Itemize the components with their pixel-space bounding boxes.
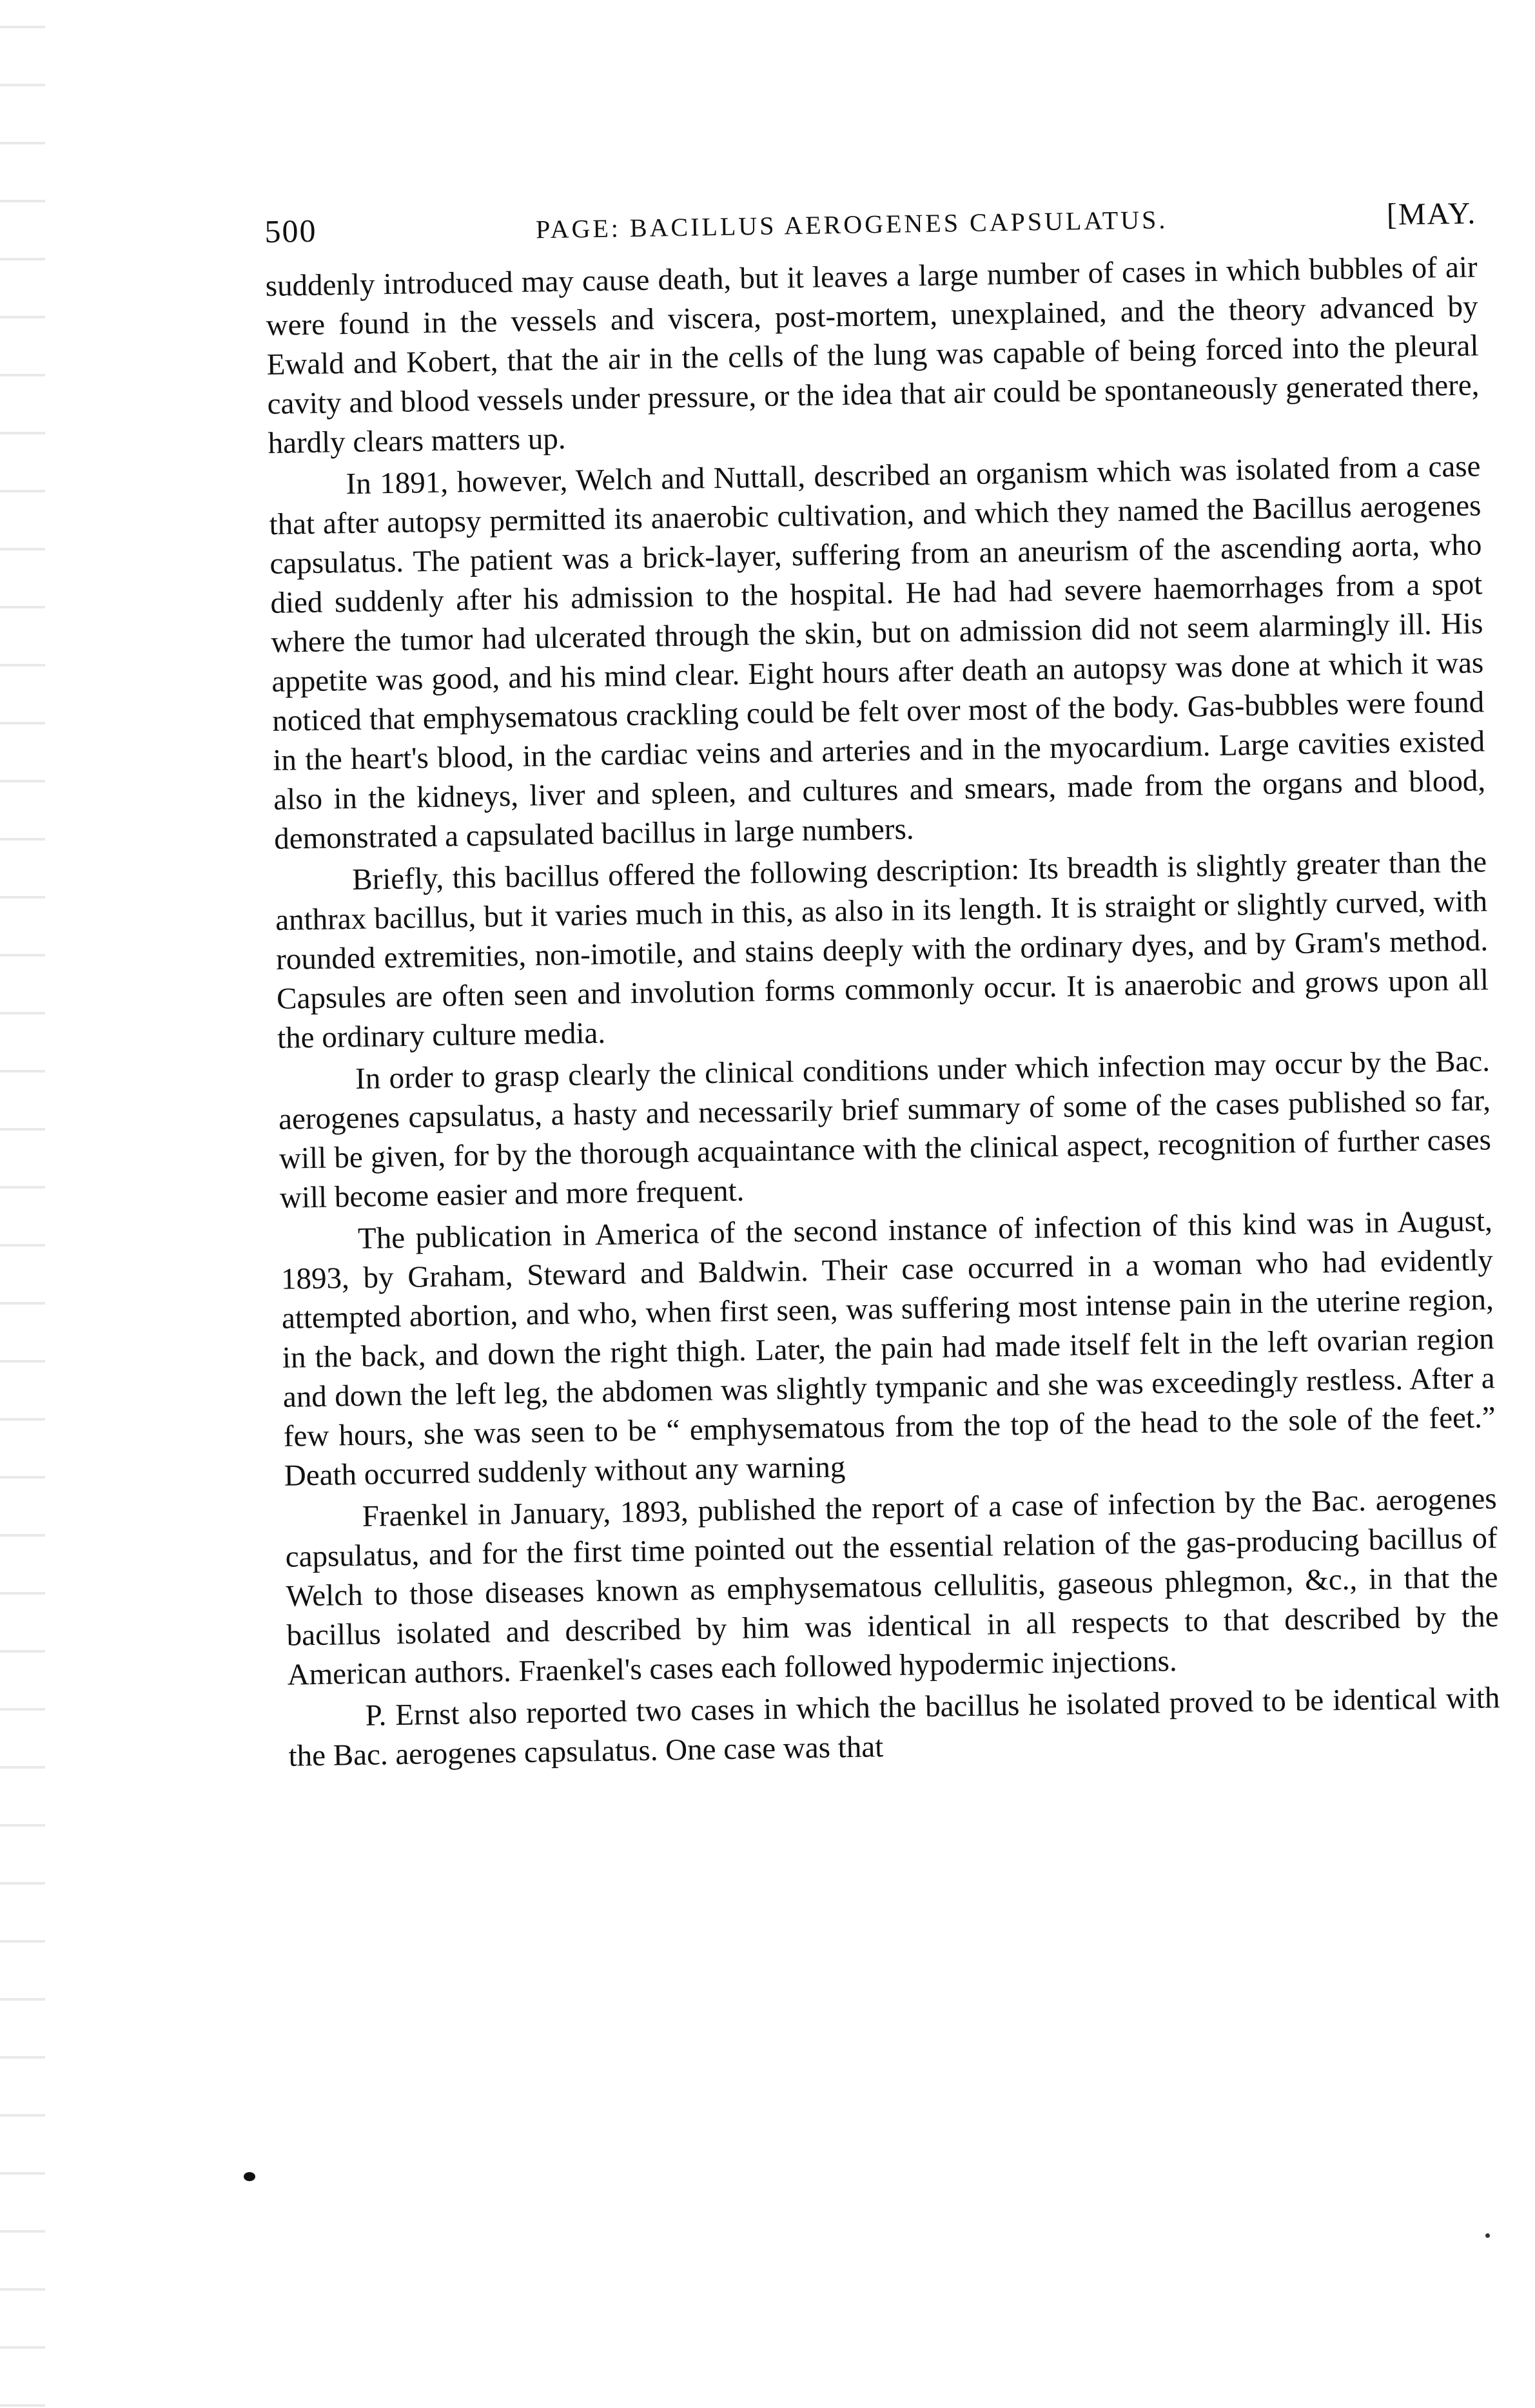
book-page	[264, 193, 1501, 1778]
running-date: [MAY.	[1386, 196, 1477, 232]
running-title: PAGE: BACILLUS AEROGENES CAPSULATUS.	[535, 204, 1168, 244]
ink-speck	[1485, 2233, 1490, 2238]
page-number: 500	[264, 212, 317, 249]
ink-blot	[244, 2172, 255, 2181]
scan-gutter-marks	[0, 0, 45, 2408]
paragraph-ernst: P. Ernst also reported two cases in which the bacillus he isolated proved to be identical with the Bac. aerogenes capsulatus. One case was that	[288, 1681, 1500, 1773]
paragraph-fraenkel: Fraenkel in January, 1893, published the report of a case of infection by the Bac. aerogenes capsulatus, and for the first time pointed out the essential relation of the gas-producing bacillus of Welch to those diseases known as emphysematous cellulitis, gaseous phlegmon, &c., in that the bacillus isolated and described by him was identical in all respects to that described by the American authors. Fraenkel's cases each followed hypodermic injections.	[285, 1482, 1499, 1692]
paragraph-welch-nuttall: In 1891, however, Welch and Nuttall, described an organism which was isolated from a case that after autopsy permitted its anaerobic cultivation, and which they named the Bacillus aerogenes capsulatus. The patient was a brick-layer, suffering from an aneurism of the ascending aorta, who died suddenly after his admission to the hospital. He had had severe haemorrhages from a spot where the tumor had ulcerated through the skin, but on admission did not seem alarmingly ill. His appetite was good, and his mind clear. Eight hours after death an autopsy was done at which it was noticed that emphysematous crackling could be felt over most of the body. Gas-bubbles were found in the heart's blood, in the cardiac veins and arteries and in the myocardium. Large cavities existed also in the kidneys, liver and spleen, and cultures and smears, made from the organs and blood, demonstrated a capsulated bacillus in large numbers.	[269, 449, 1486, 856]
paragraph-clinical-conditions: In order to grasp clearly the clinical conditions under which infection may occur by the Bac. aerogenes capsulatus, a hasty and necessarily brief summary of some of the cases published so far, will be given, for by the thorough acquaintance with the clinical aspect, recognition of further cases will become easier and more frequent.	[278, 1044, 1492, 1215]
paragraph-graham-case: The publication in America of the second instance of infection of this kind was in August, 1893, by Graham, Steward and Baldwin. Their case occurred in a woman who had evidently attempted abortion, and who, when first seen, was suffering most intense pain in the uterine region, in the back, and down the right thigh. Later, the pain had made itself felt in the left ovarian region and down the left leg, the abdomen was slightly tympanic and she was exceedingly restless. After a few hours, she was seen to be “ emphysematous from the top of the head to the sole of the feet.” Death occurred suddenly without any warning	[280, 1204, 1496, 1493]
paragraph-continuation: suddenly introduced may cause death, but it leaves a large number of cases in which bubbles of air were found in the vessels and viscera, post-mortem, unexplained, and the theory advanced by Ewald and Kobert, that the air in the cells of the lung was capable of being forced into the pleural cavity and blood vessels under pressure, or the idea that air could be spontaneously generated there, hardly clears matters up.	[265, 250, 1480, 460]
paragraph-bacillus-description: Briefly, this bacillus offered the following description: Its breadth is slightly greater than the anthrax bacillus, but it varies much in this, as also in its length. It is straight or slightly curved, with rounded extremities, non-imotile, and stains deeply with the ordinary dyes, and by Gram's method. Capsules are often seen and involution forms commonly occur. It is anaerobic and grows upon all the ordinary culture media.	[275, 845, 1489, 1055]
running-head	[264, 193, 1477, 258]
